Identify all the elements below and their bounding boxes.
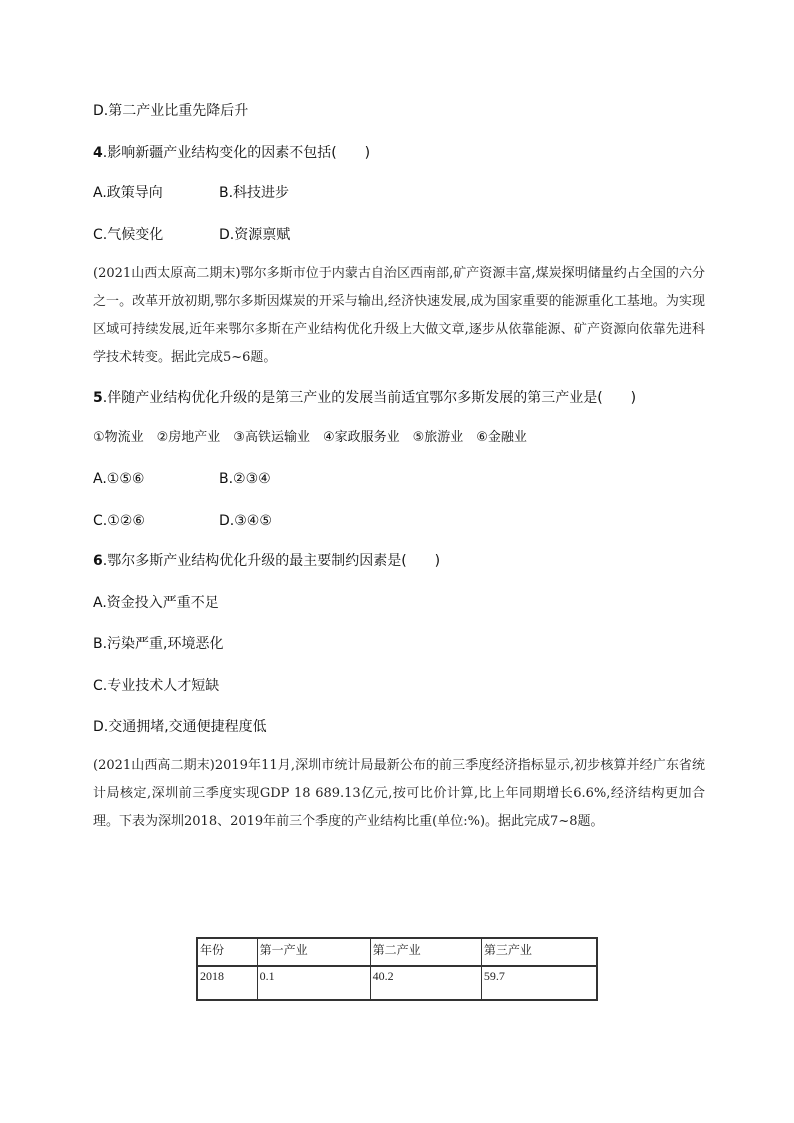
industry-structure-table — [196, 937, 598, 1001]
q4-option-c: C.气候变化 — [93, 227, 164, 243]
q5-option-a: A.①⑤⑥ — [93, 471, 145, 487]
q4-stem — [93, 143, 370, 163]
q6-option-a: A.资金投入严重不足 — [93, 595, 219, 611]
q4-stem-text: .影响新疆产业结构变化的因素不包括( ) — [102, 145, 371, 161]
q6-stem-text: .鄂尔多斯产业结构优化升级的最主要制约因素是( ) — [102, 553, 441, 569]
q4-option-a: A.政策导向 — [93, 185, 163, 201]
q6-number: 6 — [93, 553, 103, 569]
passage-ordos: (2021山西太原高二期末)鄂尔多斯市位于内蒙古自治区西南部,矿产资源丰富,煤炭探明储量约占全国的六分之一。改革开放初期,鄂尔多斯因煤炭的开采与输出,经济快速发展,成为国家重要的能源重化工基地。为实现区域可持续发展,近年来鄂尔多斯在产业结构优化升级上大做文章,逐步从依靠能源、矿产资源向依靠先进科学技术转变。据此完成5~6题。 — [93, 266, 705, 365]
q5-option-b: B.②③④ — [219, 471, 271, 487]
table-row — [197, 966, 597, 1000]
table-header-cell: 第一产业 — [257, 938, 370, 966]
table-header-row — [197, 938, 597, 966]
table-header-cell: 第三产业 — [481, 938, 597, 966]
table-header-cell: 年份 — [197, 938, 257, 966]
table-cell: 40.2 — [370, 966, 481, 1000]
q4-number: 4 — [93, 145, 103, 161]
q6-option-c: C.专业技术人才短缺 — [93, 678, 220, 694]
q4-option-b: B.科技进步 — [219, 185, 290, 201]
q5-option-c: C.①②⑥ — [93, 513, 145, 529]
passage-shenzhen: (2021山西高二期末)2019年11月,深圳市统计局最新公布的前三季度经济指标显示,初步核算并经广东省统计局核定,深圳前三季度实现GDP 18 689.13亿元,按可比价计算,比上年同期增长6.6%,经济结构更加合理。下表为深圳2018、2019年前三个季度的产业结构比重(单位:%)。据此完成7~8题。 — [93, 758, 705, 829]
table-header-cell: 第二产业 — [370, 938, 481, 966]
q6-option-d: D.交通拥堵,交通便捷程度低 — [93, 719, 267, 735]
table-cell: 0.1 — [257, 966, 370, 1000]
q3-option-d: D.第二产业比重先降后升 — [93, 103, 249, 119]
q5-stem-text: .伴随产业结构优化升级的是第三产业的发展当前适宜鄂尔多斯发展的第三产业是( ) — [102, 390, 637, 406]
table-cell: 2018 — [197, 966, 257, 1000]
q5-items: ①物流业 ②房地产业 ③高铁运输业 ④家政服务业 ⑤旅游业 ⑥金融业 — [93, 430, 527, 445]
q5-stem — [93, 388, 636, 408]
q5-number: 5 — [93, 390, 103, 406]
q6-stem — [93, 551, 440, 571]
q5-option-d: D.③④⑤ — [219, 513, 272, 529]
table-cell: 59.7 — [481, 966, 597, 1000]
q6-option-b: B.污染严重,环境恶化 — [93, 636, 224, 652]
q4-option-d: D.资源禀赋 — [219, 227, 291, 243]
